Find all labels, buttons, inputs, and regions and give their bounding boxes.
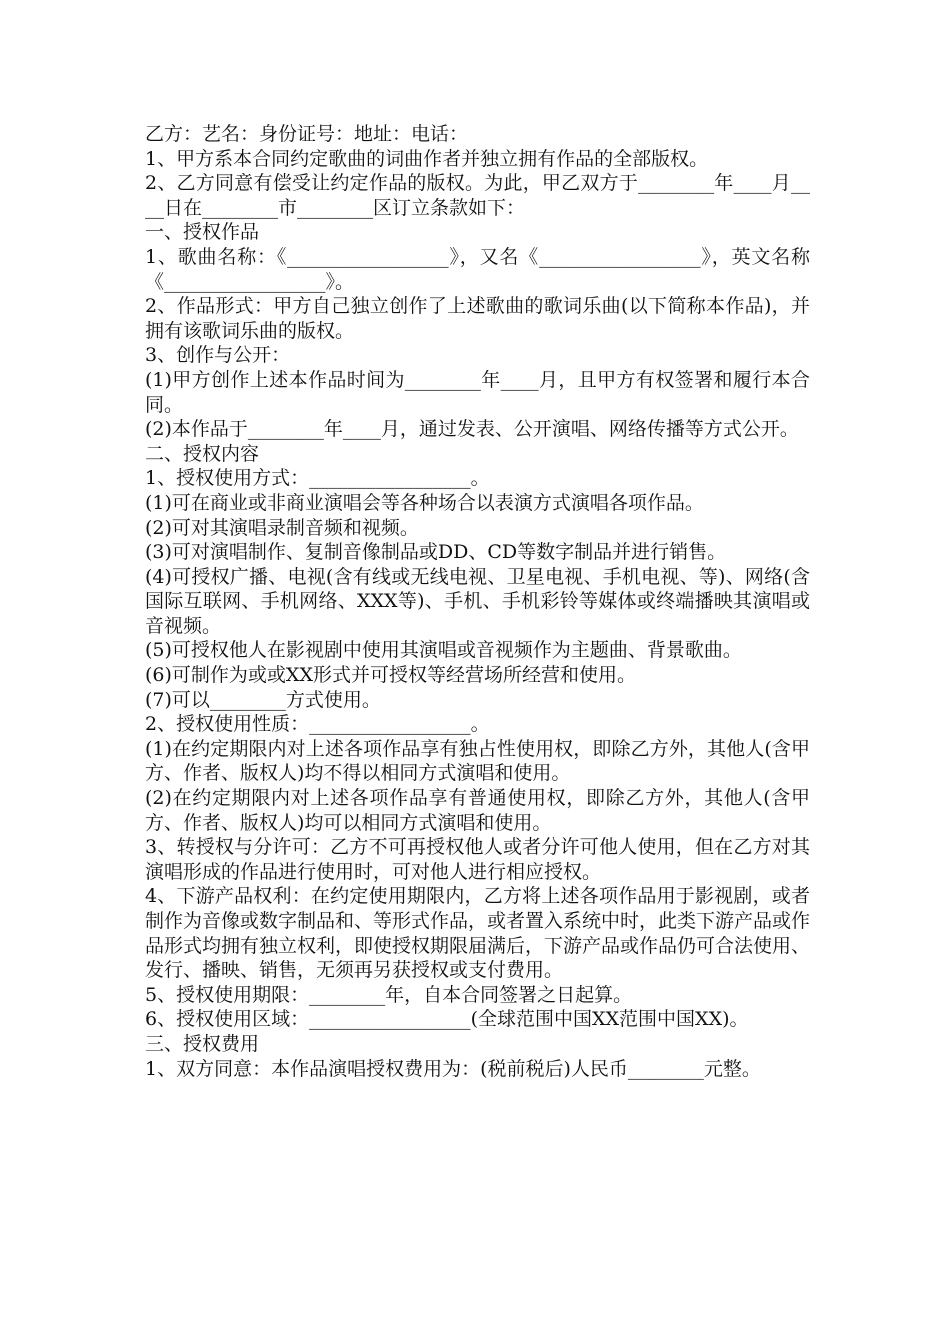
clause-paragraph: (6)可制作为或或XX形式并可授权等经营场所经营和使用。 bbox=[145, 664, 636, 687]
clause-paragraph: (7)可以________方式使用。 bbox=[145, 688, 381, 711]
section-heading: 一、授权作品 bbox=[145, 221, 260, 244]
clause-paragraph: 1、歌曲名称：《_________________》，又名《_________________》，英文名称《_________________》。 bbox=[145, 245, 810, 293]
clause-paragraph: 2、作品形式：甲方自己独立创作了上述歌曲的歌词乐曲(以下简称本作品)，并拥有该歌词乐曲的版权。 bbox=[145, 295, 810, 342]
clause-paragraph: 3、创作与公开： bbox=[145, 344, 291, 367]
clause-paragraph: 3、转授权与分许可：乙方不可再授权他人或者分许可他人使用，但在乙方对其演唱形成的作品进行使用时，可对他人进行相应授权。 bbox=[145, 836, 810, 883]
clause-paragraph: 5、授权使用期限：________年，自本合同签署之日起算。 bbox=[145, 983, 633, 1006]
clause-paragraph: (1)可在商业或非商业演唱会等各种场合以表演方式演唱各项作品。 bbox=[145, 491, 704, 514]
section-heading: 二、授权内容 bbox=[145, 442, 260, 465]
clause-paragraph: 2、授权使用性质：_________________。 bbox=[145, 713, 490, 736]
clause-paragraph: (1)甲方创作上述本作品时间为________年____月，且甲方有权签署和履行本合同。 bbox=[145, 368, 810, 416]
clause-paragraph: (2)在约定期限内对上述各项作品享有普通使用权，即除乙方外，其他人(含甲方、作者、版权人)均可以相同方式演唱和使用。 bbox=[145, 787, 810, 834]
clause-paragraph: 4、下游产品权利：在约定使用期限内，乙方将上述各项作品用于影视剧，或者制作为音像或数字制品和、等形式作品，或者置入系统中时，此类下游产品或作品形式均拥有独立权利，即使授权期限届满后，下游产品或作品仍可合法使用、发行、播映、销售，无须再另获授权或支付费用。 bbox=[145, 885, 811, 982]
clause-paragraph: 1、甲方系本合同约定歌曲的词曲作者并独立拥有作品的全部版权。 bbox=[145, 147, 709, 170]
party-b-info: 乙方：艺名：身份证号：地址：电话： bbox=[145, 123, 469, 145]
clause-paragraph: 1、授权使用方式：_________________。 bbox=[145, 467, 490, 490]
section-heading: 三、授权费用 bbox=[145, 1032, 260, 1055]
clause-paragraph: (1)在约定期限内对上述各项作品享有独占性使用权，即除乙方外，其他人(含甲方、作者、版权人)均不得以相同方式演唱和使用。 bbox=[145, 737, 810, 785]
clause-paragraph: 6、授权使用区域：_________________(全球范围中国XX范围中国XX)。 bbox=[145, 1008, 749, 1031]
clause-paragraph: (2)本作品于________年____月，通过发表、公开演唱、网络传播等方式公开。 bbox=[145, 418, 799, 441]
contract-body bbox=[145, 122, 810, 1081]
clause-paragraph: (2)可对其演唱录制音频和视频。 bbox=[145, 516, 419, 539]
clause-paragraph: (4)可授权广播、电视(含有线或无线电视、卫星电视、手机电视、等)、网络(含国际互联网、手机网络、XXX等)、手机、手机彩铃等媒体或终端播映其演唱或音视频。 bbox=[145, 565, 810, 637]
clause-paragraph: 2、乙方同意有偿受让约定作品的版权。为此，甲乙双方于________年____月____日在________市________区订立条款如下： bbox=[145, 172, 810, 219]
clause-paragraph: (5)可授权他人在影视剧中使用其演唱或音视频作为主题曲、背景歌曲。 bbox=[145, 639, 742, 662]
clause-paragraph: (3)可对演唱制作、复制音像制品或DD、CD等数字制品并进行销售。 bbox=[145, 541, 727, 564]
clause-paragraph: 1、双方同意：本作品演唱授权费用为：(税前税后)人民币________元整。 bbox=[145, 1057, 761, 1080]
